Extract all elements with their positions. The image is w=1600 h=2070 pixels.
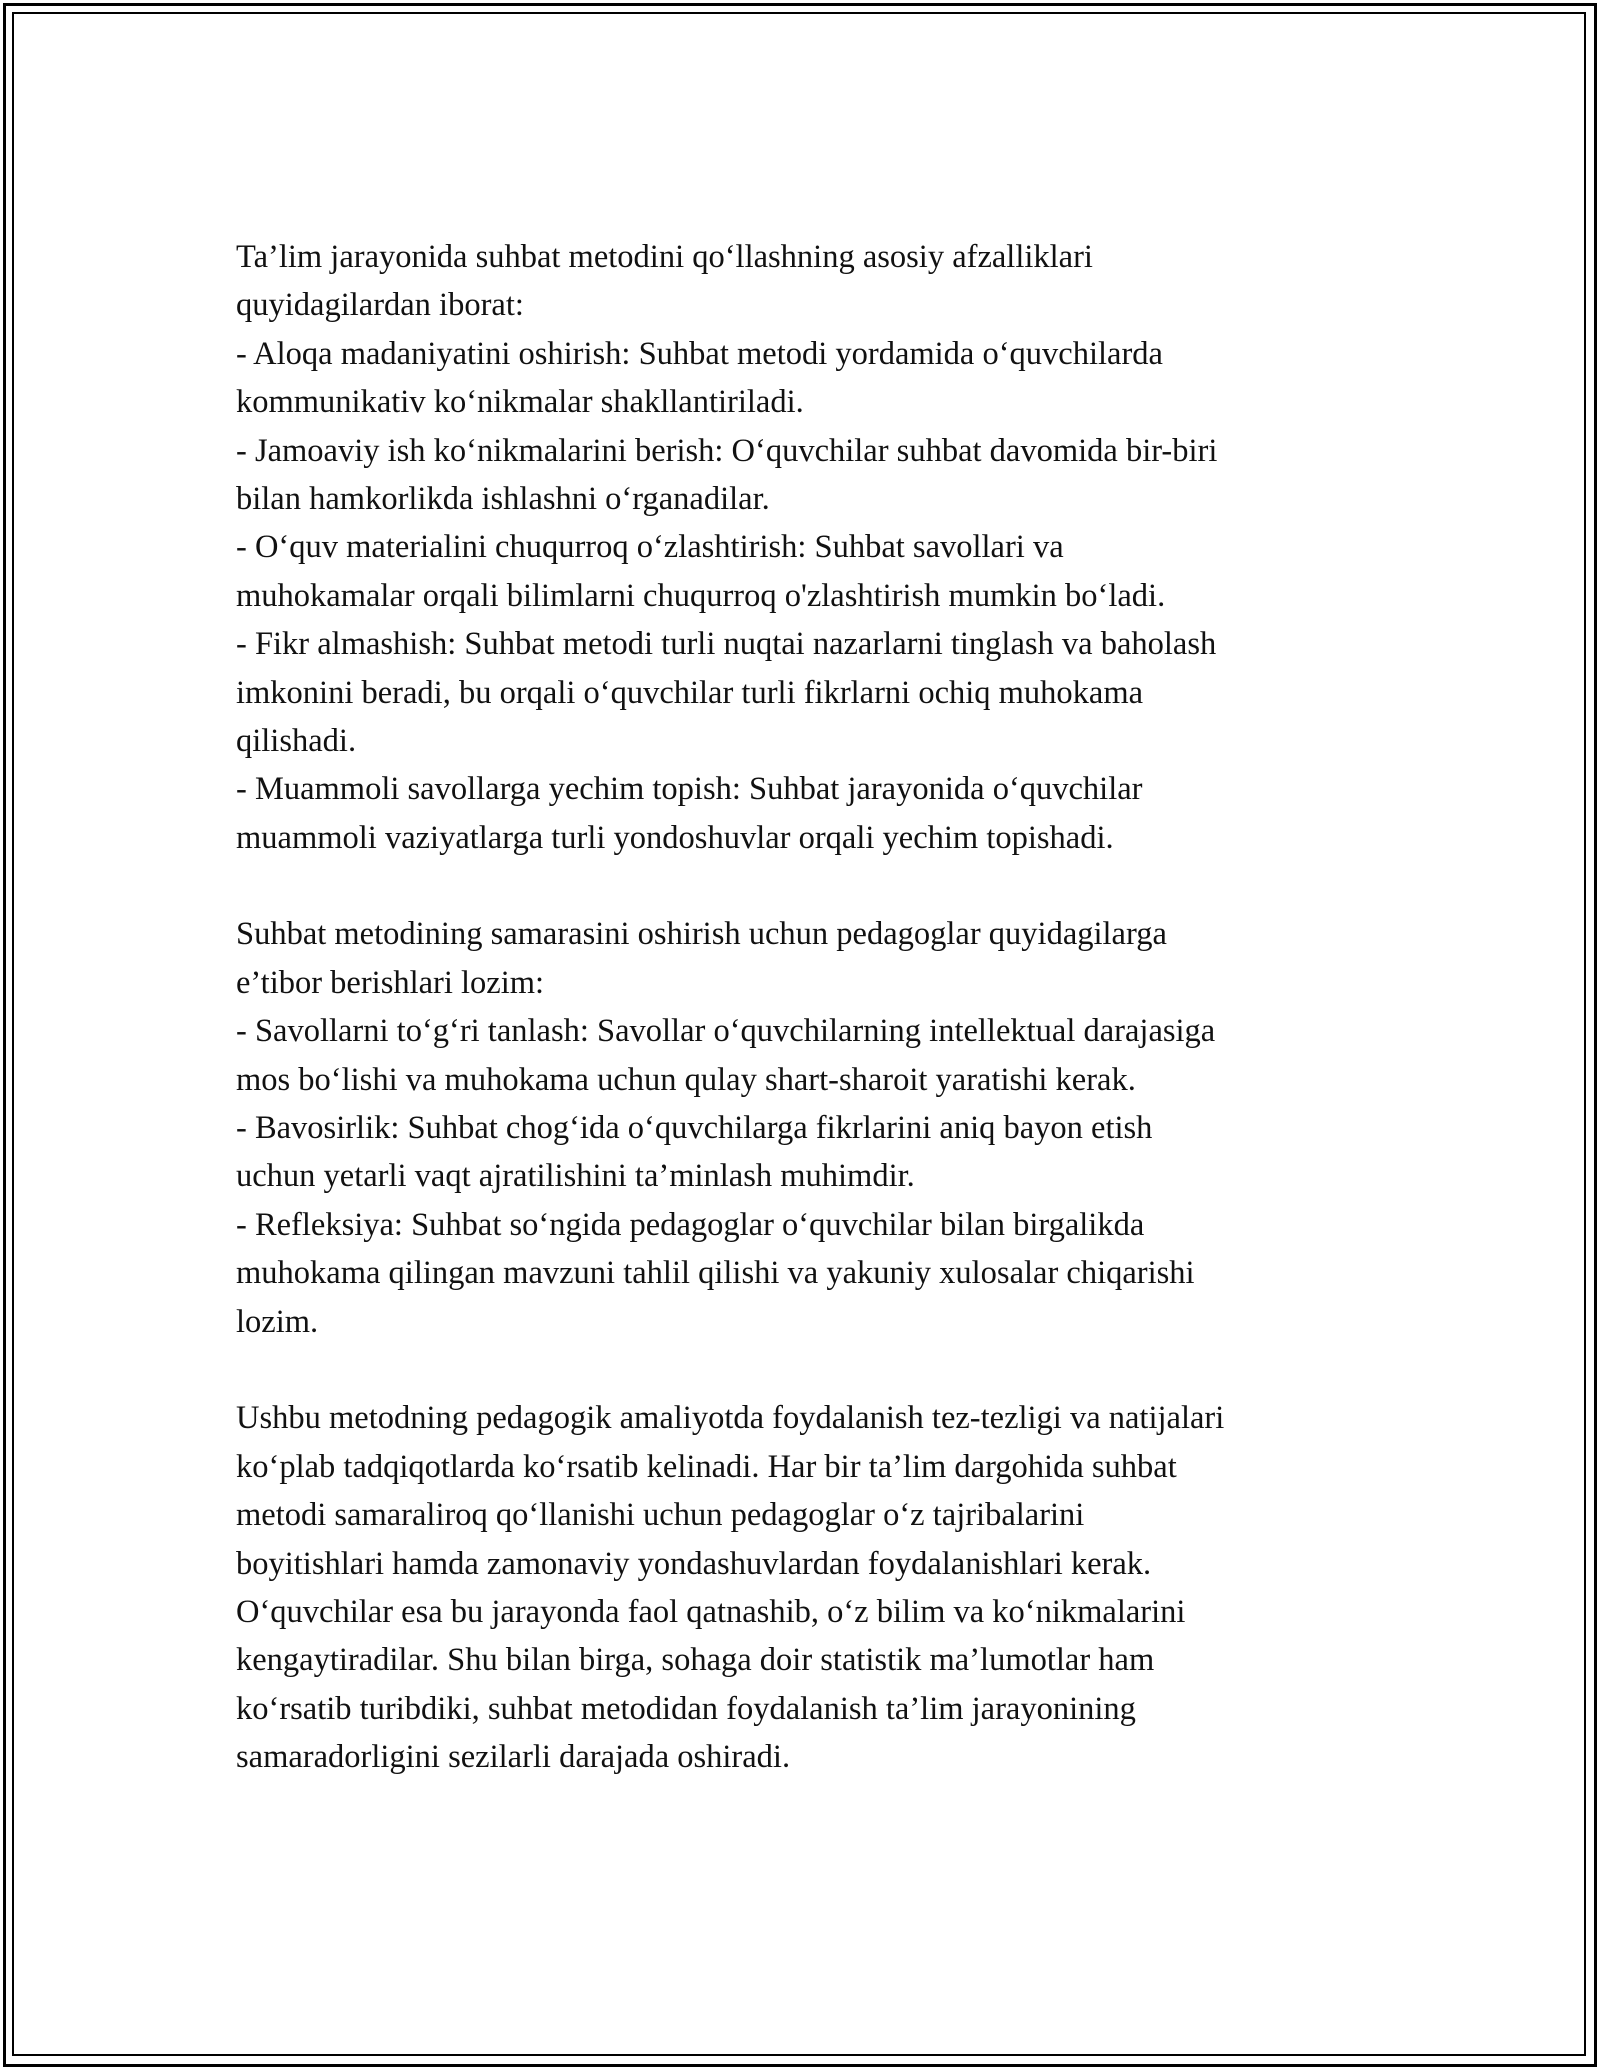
text-line: - Refleksiya: Suhbat so‘ngida pedagoglar o‘quvchilar bilan birgalikda xyxy=(236,1206,1145,1243)
paragraph-advantages xyxy=(236,233,1366,862)
text-line: muhokama qilingan mavzuni tahlil qilishi va yakuniy xulosalar chiqarishi xyxy=(236,1255,1195,1292)
text-line: lozim. xyxy=(236,1303,319,1340)
document-body xyxy=(236,233,1366,1782)
text-line: imkonini beradi, bu orqali o‘quvchilar turli fikrlarni ochiq muhokama xyxy=(236,674,1144,711)
text-line: mos bo‘lishi va muhokama uchun qulay shart-sharoit yaratishi kerak. xyxy=(236,1061,1136,1098)
paragraph-recommendations xyxy=(236,910,1366,1346)
text-line: kengaytiradilar. Shu bilan birga, sohaga doir statistik ma’lumotlar ham xyxy=(236,1642,1155,1679)
text-line: muammoli vaziyatlarga turli yondoshuvlar orqali yechim topishadi. xyxy=(236,819,1114,856)
text-line: Ta’lim jarayonida suhbat metodini qo‘llashning asosiy afzalliklari xyxy=(236,239,1093,275)
text-line: bilan hamkorlikda ishlashni o‘rganadilar. xyxy=(236,480,770,517)
text-line: uchun yetarli vaqt ajratilishini ta’minlash muhimdir. xyxy=(236,1158,915,1195)
paragraph-spacer xyxy=(236,1346,1366,1394)
text-line: samaradorligini sezilarli darajada oshiradi. xyxy=(236,1739,791,1776)
text-line: metodi samaraliroq qo‘llanishi uchun pedagoglar o‘z tajribalarini xyxy=(236,1497,1085,1534)
text-line: Ushbu metodning pedagogik amaliyotda foydalanish tez-tezligi va natijalari xyxy=(236,1400,1225,1437)
text-line: ko‘rsatib turibdiki, suhbat metodidan foydalanish ta’lim jarayonining xyxy=(236,1690,1136,1727)
text-line: - O‘quv materialini chuqurroq o‘zlashtirish: Suhbat savollari va xyxy=(236,529,1064,566)
text-line: e’tibor berishlari lozim: xyxy=(236,964,545,1001)
paragraph-conclusion xyxy=(236,1394,1366,1781)
text-line: boyitishlari hamda zamonaviy yondashuvlardan foydalanishlari kerak. xyxy=(236,1545,1152,1582)
text-line: - Savollarni to‘g‘ri tanlash: Savollar o‘quvchilarning intellektual darajasiga xyxy=(236,1013,1216,1050)
text-line: O‘quvchilar esa bu jarayonda faol qatnashib, o‘z bilim va ko‘nikmalarini xyxy=(236,1593,1186,1630)
text-line: kommunikativ ko‘nikmalar shakllantiriladi. xyxy=(236,384,804,421)
paragraph-spacer xyxy=(236,862,1366,910)
text-line: qilishadi. xyxy=(236,722,357,759)
text-line: - Bavosirlik: Suhbat chog‘ida o‘quvchilarga fikrlarini aniq bayon etish xyxy=(236,1110,1153,1147)
text-line: - Muammoli savollarga yechim topish: Suhbat jarayonida o‘quvchilar xyxy=(236,771,1143,808)
text-line: - Jamoaviy ish ko‘nikmalarini berish: O‘quvchilar suhbat davomida bir-biri xyxy=(236,432,1218,469)
text-line: muhokamalar orqali bilimlarni chuqurroq o'zlashtirish mumkin bo‘ladi. xyxy=(236,577,1166,614)
text-line: - Aloqa madaniyatini oshirish: Suhbat metodi yordamida o‘quvchilarda xyxy=(236,335,1163,372)
text-line: Suhbat metodining samarasini oshirish uchun pedagoglar quyidagilarga xyxy=(236,916,1167,953)
text-line: - Fikr almashish: Suhbat metodi turli nuqtai nazarlarni tinglash va baholash xyxy=(236,626,1217,663)
text-line: ko‘plab tadqiqotlarda ko‘rsatib kelinadi. Har bir ta’lim dargohida suhbat xyxy=(236,1448,1177,1485)
text-line: quyidagilardan iborat: xyxy=(236,287,524,324)
